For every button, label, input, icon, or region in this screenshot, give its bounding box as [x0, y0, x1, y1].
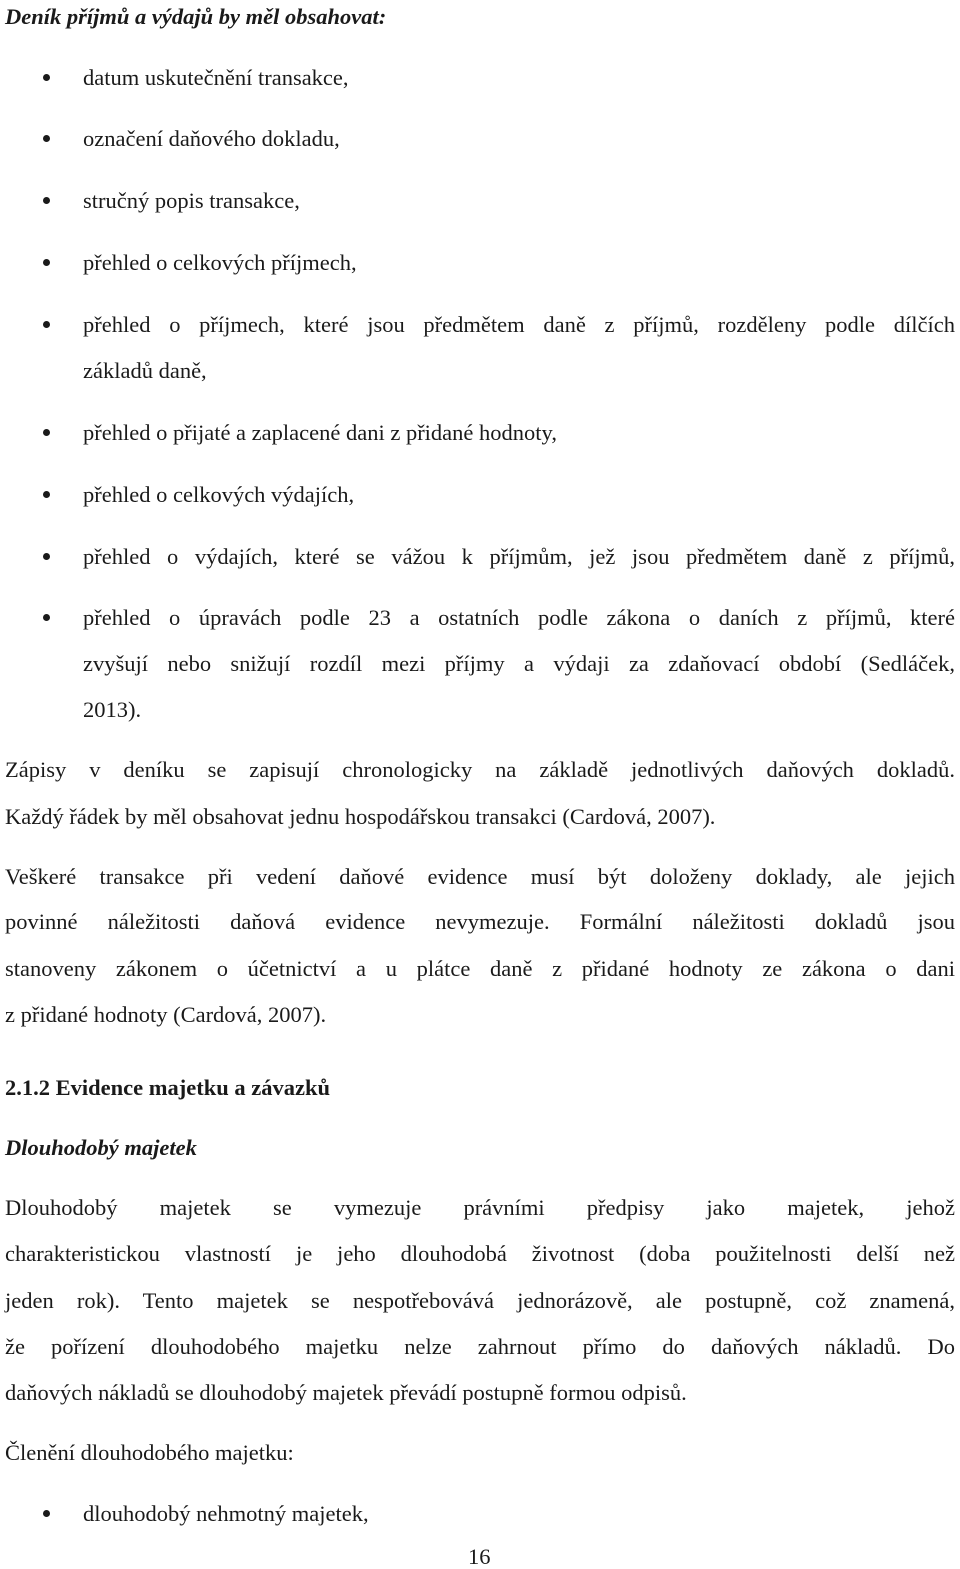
- list-item: přehled o celkových příjmech,: [83, 250, 357, 275]
- bullet-icon: [43, 135, 50, 142]
- bullet-icon: [43, 259, 50, 266]
- bullet-icon: [43, 429, 50, 436]
- paragraph-line: z přidané hodnoty (Cardová, 2007).: [5, 1002, 327, 1027]
- bullet-icon: [43, 197, 50, 204]
- list-item: datum uskutečnění transakce,: [83, 65, 349, 90]
- paragraph-line: stanoveny zákonem o účetnictví a u plátce daně z přidané hodnoty ze zákona o dani: [5, 956, 955, 981]
- list-item: stručný popis transakce,: [83, 188, 300, 213]
- bullet-icon: [43, 321, 50, 328]
- paragraph-line: Každý řádek by měl obsahovat jednu hospodářskou transakci (Cardová, 2007).: [5, 804, 716, 829]
- list-item: přehled o úpravách podle 23 a ostatních podle zákona o daních z příjmů, které: [83, 605, 955, 630]
- section-heading: 2.1.2 Evidence majetku a závazků: [5, 1075, 330, 1100]
- paragraph-line: Dlouhodobý majetek se vymezuje právními předpisy jako majetek, jehož: [5, 1195, 955, 1220]
- list-item-continuation: 2013).: [83, 697, 142, 722]
- bullet-icon: [43, 74, 50, 81]
- list-item: přehled o přijaté a zaplacené dani z přidané hodnoty,: [83, 420, 557, 445]
- list-item: přehled o celkových výdajích,: [83, 482, 355, 507]
- bullet-icon: [43, 1510, 50, 1517]
- list-item: označení daňového dokladu,: [83, 126, 340, 151]
- intro-heading: Deník příjmů a výdajů by měl obsahovat:: [5, 4, 387, 29]
- paragraph-line: daňových nákladů se dlouhodobý majetek převádí postupně formou odpisů.: [5, 1380, 687, 1405]
- list-item: dlouhodobý nehmotný majetek,: [83, 1501, 369, 1526]
- subsection-heading: Dlouhodobý majetek: [5, 1135, 197, 1160]
- division-label: Členění dlouhodobého majetku:: [5, 1440, 294, 1465]
- page-number: 16: [468, 1544, 491, 1569]
- list-item-continuation: zvyšují nebo snižují rozdíl mezi příjmy a výdaji za zdaňovací období (Sedláček,: [83, 651, 955, 676]
- paragraph-line: povinné náležitosti daňová evidence nevymezuje. Formální náležitosti dokladů jsou: [5, 909, 955, 934]
- bullet-icon: [43, 491, 50, 498]
- list-item: přehled o příjmech, které jsou předmětem daně z příjmů, rozděleny podle dílčích: [83, 312, 955, 337]
- list-item-continuation: základů daně,: [83, 358, 207, 383]
- paragraph-line: Zápisy v deníku se zapisují chronologicky na základě jednotlivých daňových dokladů.: [5, 757, 955, 782]
- bullet-icon: [43, 614, 50, 621]
- paragraph-line: charakteristickou vlastností je jeho dlouhodobá životnost (doba použitelnosti delší než: [5, 1241, 955, 1266]
- bullet-icon: [43, 553, 50, 560]
- list-item: přehled o výdajích, které se vážou k příjmům, jež jsou předmětem daně z příjmů,: [83, 544, 955, 569]
- paragraph-line: Veškeré transakce při vedení daňové evidence musí být doloženy doklady, ale jejich: [5, 864, 955, 889]
- paragraph-line: že pořízení dlouhodobého majetku nelze zahrnout přímo do daňových nákladů. Do: [5, 1334, 955, 1359]
- paragraph-line: jeden rok). Tento majetek se nespotřebovává jednorázově, ale postupně, což znamená,: [5, 1288, 955, 1313]
